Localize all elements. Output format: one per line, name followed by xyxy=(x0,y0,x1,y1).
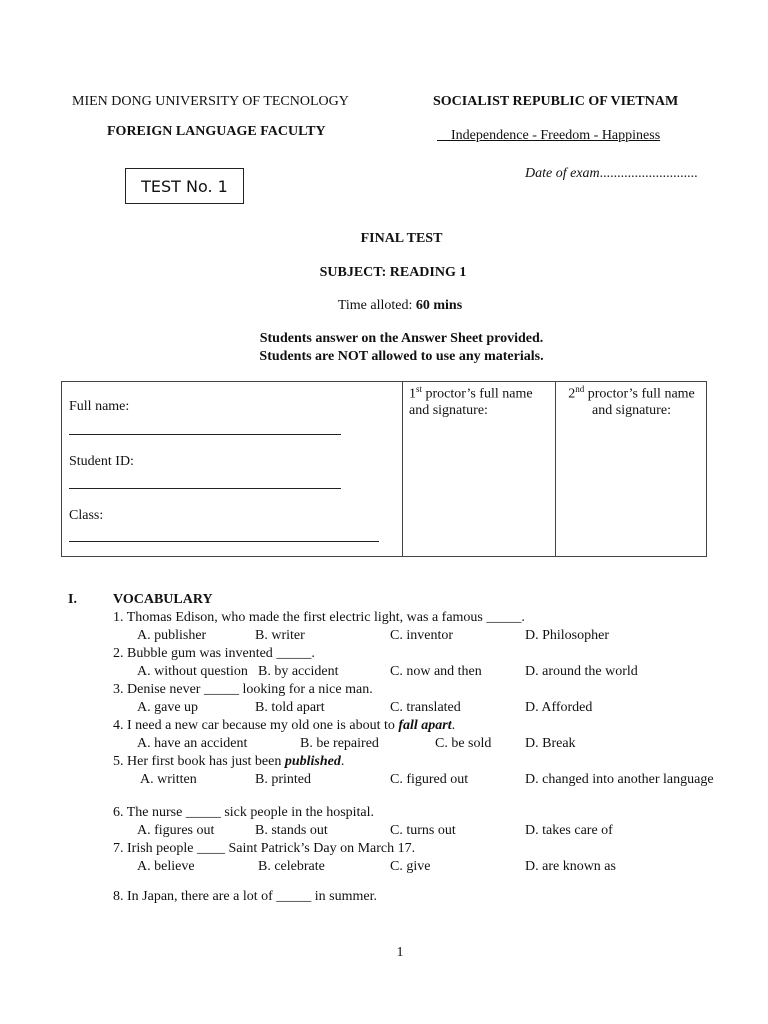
instruction-answer-sheet: Students answer on the Answer Sheet provided. xyxy=(259,331,544,346)
option-5d[interactable]: D. changed into another language xyxy=(525,772,714,787)
question-1: 1. Thomas Edison, who made the first electric light, was a famous _____. xyxy=(113,610,525,625)
option-3d[interactable]: D. Afforded xyxy=(525,700,593,715)
option-7c[interactable]: C. give xyxy=(390,859,431,874)
time-allotted: Time alloted: 60 mins xyxy=(337,298,463,313)
option-4b[interactable]: B. be repaired xyxy=(300,736,379,751)
option-6c[interactable]: C. turns out xyxy=(390,823,456,838)
option-4c[interactable]: C. be sold xyxy=(435,736,492,751)
option-4a[interactable]: A. have an accident xyxy=(137,736,248,751)
class-line[interactable] xyxy=(69,541,379,542)
option-7b[interactable]: B. celebrate xyxy=(258,859,325,874)
option-7a[interactable]: A. believe xyxy=(137,859,195,874)
full-name-line[interactable] xyxy=(69,434,341,435)
table-divider xyxy=(555,382,556,556)
question-7: 7. Irish people ____ Saint Patrick’s Day on March 17. xyxy=(113,841,416,856)
option-1d[interactable]: D. Philosopher xyxy=(525,628,609,643)
option-1b[interactable]: B. writer xyxy=(255,628,305,643)
option-2a[interactable]: A. without question xyxy=(137,664,248,679)
page-number: 1 xyxy=(396,945,404,960)
option-4d[interactable]: D. Break xyxy=(525,736,576,751)
time-value: 60 mins xyxy=(415,298,463,313)
faculty-name: FOREIGN LANGUAGE FACULTY xyxy=(107,124,326,139)
table-divider xyxy=(402,382,403,556)
option-5c[interactable]: C. figured out xyxy=(390,772,469,787)
option-2b[interactable]: B. by accident xyxy=(258,664,339,679)
question-2: 2. Bubble gum was invented _____. xyxy=(113,646,315,661)
republic-name: SOCIALIST REPUBLIC OF VIETNAM xyxy=(433,94,679,109)
question-5-emphasis: published xyxy=(284,754,341,769)
class-label: Class: xyxy=(69,508,104,523)
option-6a[interactable]: A. figures out xyxy=(137,823,215,838)
subject-title: SUBJECT: READING 1 xyxy=(319,265,467,280)
test-number-box xyxy=(125,168,244,204)
final-test-title: FINAL TEST xyxy=(360,231,443,246)
section-number: I. xyxy=(68,592,77,607)
option-2d[interactable]: D. around the world xyxy=(525,664,638,679)
test-number-label: TEST No. 1 xyxy=(141,176,228,196)
proctor1-label: 1st proctor’s full name and signature: xyxy=(409,384,533,418)
student-id-label: Student ID: xyxy=(69,454,134,469)
option-5b[interactable]: B. printed xyxy=(255,772,311,787)
proctor2-label: 2nd proctor’s full name and signature: xyxy=(568,384,695,418)
question-4-emphasis: fall apart xyxy=(398,718,452,733)
option-7d[interactable]: D. are known as xyxy=(525,859,616,874)
question-6: 6. The nurse _____ sick people in the hospital. xyxy=(113,805,375,820)
date-of-exam xyxy=(525,166,698,182)
option-6d[interactable]: D. takes care of xyxy=(525,823,613,838)
option-3a[interactable]: A. gave up xyxy=(137,700,199,715)
option-3c[interactable]: C. translated xyxy=(390,700,461,715)
university-name: MIEN DONG UNIVERSITY OF TECNOLOGY xyxy=(72,94,349,109)
instruction-no-materials: Students are NOT allowed to use any materials. xyxy=(259,349,544,364)
question-4: 4. I need a new car because my old one is about to fall apart. xyxy=(113,718,456,733)
section-title: VOCABULARY xyxy=(113,592,213,607)
option-3b[interactable]: B. told apart xyxy=(255,700,325,715)
date-label: Date of exam xyxy=(525,166,600,181)
option-1a[interactable]: A. publisher xyxy=(137,628,207,643)
option-6b[interactable]: B. stands out xyxy=(255,823,328,838)
student-info-table xyxy=(61,381,707,557)
question-3: 3. Denise never _____ looking for a nice man. xyxy=(113,682,373,697)
option-2c[interactable]: C. now and then xyxy=(390,664,482,679)
option-5a[interactable]: A. written xyxy=(140,772,197,787)
question-5: 5. Her first book has just been published. xyxy=(113,754,345,769)
student-id-line[interactable] xyxy=(69,488,341,489)
question-8: 8. In Japan, there are a lot of _____ in summer. xyxy=(113,889,377,904)
full-name-label: Full name: xyxy=(69,399,130,414)
date-dots: ............................ xyxy=(599,166,698,181)
national-motto: Independence - Freedom - Happiness xyxy=(451,128,661,143)
option-1c[interactable]: C. inventor xyxy=(390,628,453,643)
